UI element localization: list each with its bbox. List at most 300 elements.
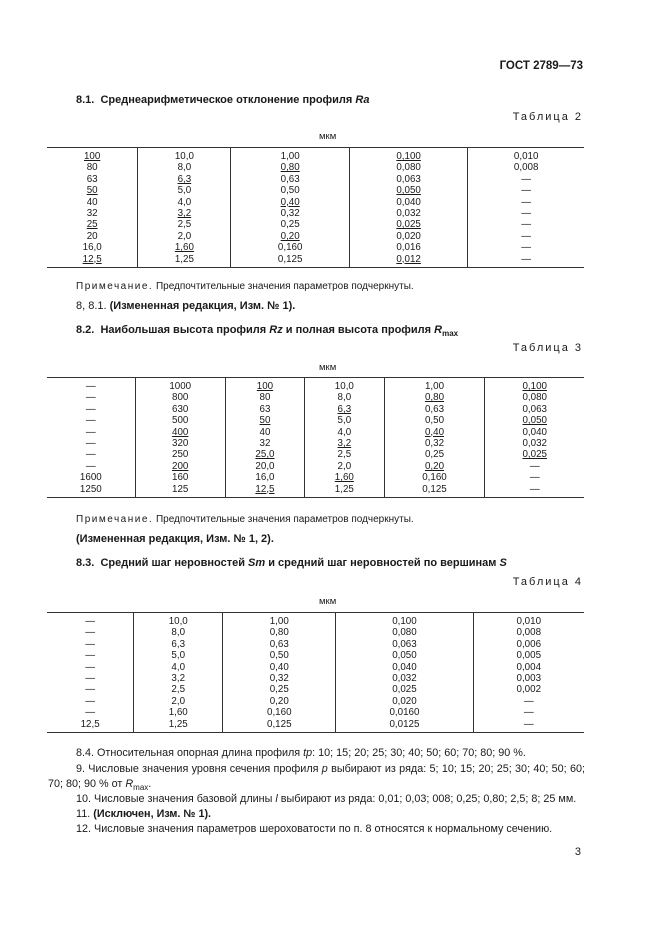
cell-value: — [529, 483, 540, 495]
symbol-tp: tp [303, 747, 313, 759]
cell-value: 0,160 [277, 242, 303, 254]
table-cell [47, 404, 135, 415]
cell-value: 0,063 [392, 638, 417, 650]
table-cell [485, 449, 584, 460]
table-cell [47, 185, 138, 196]
cell-value: — [85, 627, 96, 639]
heading-text-2: и полная высота профиля [282, 324, 435, 336]
table-cell [47, 461, 135, 472]
table-cell [138, 197, 231, 208]
paragraph-10 [48, 792, 585, 807]
table-cell [485, 472, 584, 483]
table-cell [47, 254, 138, 268]
heading-text: Среднеарифметическое отклонение профиля [100, 94, 356, 106]
cell-value: 0,32 [269, 673, 289, 685]
cell-value: 630 [172, 403, 189, 415]
table-cell [485, 392, 584, 403]
preferred-value: 0,012 [396, 253, 421, 265]
edition-note-8-2 [76, 533, 274, 545]
table-cell [468, 162, 584, 173]
p84-text-a: 8.4. Относительная опорная длина профиля [76, 747, 304, 759]
cell-value: 0,080 [396, 162, 421, 174]
cell-value: — [521, 185, 532, 197]
table-cell [47, 684, 134, 695]
cell-value: 0,020 [396, 230, 421, 242]
paragraph-8-4 [48, 746, 585, 761]
cell-value: 0,040 [392, 661, 417, 673]
table-cell [47, 415, 135, 426]
cell-value: 2,0 [337, 460, 352, 472]
table-row [47, 662, 584, 673]
table-cell [47, 197, 138, 208]
cell-value: 0,125 [267, 718, 292, 730]
cell-value: 10,0 [334, 381, 354, 392]
cell-value: — [85, 460, 96, 472]
table-cell [349, 174, 467, 185]
preferred-value: 400 [172, 426, 189, 438]
table-cell [336, 719, 473, 733]
cell-value: 800 [172, 392, 189, 404]
cell-value: 10,0 [174, 151, 194, 162]
table-row [47, 378, 584, 393]
cell-value: — [85, 415, 96, 427]
table-cell [485, 404, 584, 415]
table-cell [135, 472, 225, 483]
cell-value: 8,0 [171, 627, 186, 639]
symbol-sm: Sm [248, 557, 266, 569]
table-cell [336, 613, 473, 628]
cell-value: 0,040 [522, 426, 547, 438]
table-cell [384, 472, 485, 483]
preferred-value: 1,60 [334, 472, 354, 484]
table-cell [134, 707, 223, 718]
table-cell [134, 662, 223, 673]
p10-text-b: выбирают из ряда: 0,01; 0,03; 008; 0,25; 0,80; 2,5; 8; 25 мм. [277, 793, 577, 805]
cell-value: 0,32 [424, 438, 445, 450]
preferred-value: 0,025 [522, 449, 547, 461]
cell-value: — [85, 449, 96, 461]
cell-value: 5,0 [177, 185, 192, 197]
cell-value: — [85, 673, 96, 685]
table-2-note [76, 281, 414, 292]
table-row [47, 404, 584, 415]
cell-value: — [521, 173, 532, 185]
table-cell [473, 662, 584, 673]
cell-value: 1,25 [334, 483, 354, 495]
paragraph-12: 12. Числовые значения параметров шероховатости по п. 8 относятся к нормальному сечению. [76, 823, 553, 835]
cell-value: — [85, 381, 96, 392]
cell-value: 6,3 [171, 638, 186, 650]
preferred-value: 0,050 [396, 185, 421, 197]
cell-value: 0,0160 [389, 707, 420, 719]
table-row [47, 415, 584, 426]
table-cell [349, 162, 467, 173]
table-cell [47, 449, 135, 460]
table-cell [134, 639, 223, 650]
cell-value: 0,080 [522, 392, 547, 404]
note-label: Примечание. [76, 281, 154, 292]
p9-text-c: . [148, 778, 152, 790]
table-cell [138, 231, 231, 242]
cell-value: 0,032 [396, 208, 421, 220]
table-cell [384, 392, 485, 403]
table-row [47, 242, 584, 253]
cell-value: 5,0 [171, 650, 186, 662]
table-cell [305, 484, 384, 498]
note-text: Предпочтительные значения параметров подчеркнуты. [153, 281, 414, 292]
cell-value: 0,63 [424, 403, 445, 415]
table-cell [225, 461, 304, 472]
table-cell [138, 219, 231, 230]
table-cell [47, 174, 138, 185]
table-row [47, 484, 584, 498]
cell-value: — [85, 426, 96, 438]
table-cell [349, 148, 467, 163]
table-cell [384, 415, 485, 426]
table-cell [349, 219, 467, 230]
table-cell [231, 174, 349, 185]
cell-value: — [521, 242, 532, 254]
table-cell [336, 707, 473, 718]
symbol-p: p [321, 763, 328, 775]
cell-value: 4,0 [171, 661, 186, 673]
table-row [47, 185, 584, 196]
table-cell [225, 392, 304, 403]
table-cell [473, 696, 584, 707]
cell-value: 40 [259, 426, 271, 438]
table-cell [468, 148, 584, 163]
table-cell [223, 719, 336, 733]
table-row [47, 719, 584, 733]
cell-value: 2,0 [177, 230, 192, 242]
table-cell [231, 197, 349, 208]
table-cell [305, 378, 384, 393]
cell-value: 3,2 [171, 673, 186, 685]
table-cell [468, 231, 584, 242]
table-cell [231, 162, 349, 173]
table-2-unit: мкм [319, 131, 337, 142]
cell-value: 250 [172, 449, 189, 461]
table-row [47, 627, 584, 638]
table-cell [349, 231, 467, 242]
cell-value: 0,100 [392, 616, 417, 627]
section-8-1-heading [76, 94, 369, 106]
preferred-value: 0,20 [280, 230, 300, 242]
cell-value: 63 [259, 403, 271, 415]
preferred-value: 0,025 [396, 219, 421, 231]
table-row [47, 472, 584, 483]
cell-value: 1,25 [168, 718, 188, 730]
table-cell [47, 662, 134, 673]
cell-value: 1,00 [280, 151, 300, 162]
table-cell [384, 404, 485, 415]
p11-text-a: 11. [76, 808, 94, 820]
table-cell [384, 461, 485, 472]
cell-value: 32 [86, 208, 98, 220]
cell-value: 0,50 [269, 650, 289, 662]
preferred-value: 25,0 [255, 449, 275, 461]
edition-prefix: 8, 8.1. [76, 300, 110, 312]
cell-value: 0,80 [269, 627, 289, 639]
cell-value: 5,0 [337, 415, 352, 427]
cell-value: 0,0125 [389, 718, 420, 730]
paragraph-11 [48, 807, 585, 822]
edition-note-8-1 [76, 300, 295, 312]
preferred-value: 3,2 [337, 438, 352, 450]
cell-value: 0,050 [392, 650, 417, 662]
cell-value: 0,002 [516, 684, 542, 696]
table-cell [47, 627, 134, 638]
cell-value: 0,50 [424, 415, 445, 427]
preferred-value: 0,40 [280, 196, 300, 208]
cell-value: 16,0 [82, 242, 102, 254]
table-cell [336, 696, 473, 707]
table-cell [231, 254, 349, 268]
table-3-label: Таблица 3 [512, 342, 583, 354]
table-4-label: Таблица 4 [512, 576, 583, 588]
table-cell [225, 415, 304, 426]
cell-value: 2,0 [171, 695, 186, 707]
cell-value: 0,063 [522, 403, 547, 415]
p11-text-b: (Исключен, Изм. № 1). [93, 808, 212, 820]
table-cell [135, 484, 225, 498]
cell-value: — [85, 661, 96, 673]
table-cell [349, 208, 467, 219]
table-cell [384, 438, 485, 449]
table-cell [384, 449, 485, 460]
preferred-value: 100 [256, 381, 274, 392]
cell-value: 0,160 [267, 707, 292, 719]
table-cell [225, 472, 304, 483]
table-cell [225, 404, 304, 415]
table-cell [135, 392, 225, 403]
cell-value: — [85, 684, 96, 696]
table-cell [223, 650, 336, 661]
cell-value: 320 [172, 438, 189, 450]
table-cell [134, 627, 223, 638]
section-8-3-heading [76, 557, 507, 569]
cell-value: — [523, 707, 534, 719]
preferred-value: 25 [86, 219, 98, 231]
table-cell [47, 219, 138, 230]
table-cell [468, 208, 584, 219]
note-text: Предпочтительные значения параметров подчеркнуты. [153, 514, 414, 525]
symbol-s: S [499, 557, 507, 569]
cell-value: 0,040 [396, 196, 421, 208]
table-cell [468, 185, 584, 196]
preferred-value: 50 [86, 185, 98, 197]
table-3 [47, 377, 584, 498]
cell-value: 0,016 [396, 242, 421, 254]
table-cell [485, 484, 584, 498]
table-cell [223, 673, 336, 684]
cell-value: 0,063 [396, 173, 421, 185]
preferred-value: 200 [172, 460, 189, 472]
symbol-r: R [125, 778, 134, 790]
cell-value: — [521, 230, 532, 242]
table-cell [473, 684, 584, 695]
table-row [47, 148, 584, 163]
preferred-value: 3,2 [177, 208, 192, 220]
table-4-unit: мкм [319, 596, 337, 607]
cell-value: 1,00 [424, 381, 445, 392]
table-cell [47, 613, 134, 628]
cell-value: 4,0 [177, 196, 192, 208]
table-cell [223, 707, 336, 718]
table-cell [305, 427, 384, 438]
cell-value: — [85, 438, 96, 450]
table-cell [468, 197, 584, 208]
table-row [47, 162, 584, 173]
cell-value: — [85, 707, 96, 719]
table-cell [231, 208, 349, 219]
table-cell [225, 449, 304, 460]
table-cell [223, 627, 336, 638]
cell-value: 20,0 [255, 460, 275, 472]
table-cell [336, 684, 473, 695]
heading-number: 8.1. [76, 94, 95, 106]
cell-value: 80 [259, 392, 271, 404]
table-row [47, 427, 584, 438]
table-cell [135, 378, 225, 393]
table-cell [231, 185, 349, 196]
table-cell [138, 208, 231, 219]
table-cell [138, 185, 231, 196]
cell-value: 0,010 [513, 151, 539, 162]
table-cell [47, 242, 138, 253]
table-cell [138, 174, 231, 185]
preferred-value: 6,3 [337, 403, 352, 415]
preferred-value: 0,80 [280, 162, 300, 174]
cell-value: 0,25 [424, 449, 445, 461]
table-cell [231, 148, 349, 163]
symbol-l: l [275, 793, 278, 805]
table-cell [134, 719, 223, 733]
cell-value: 0,032 [522, 438, 547, 450]
cell-value: — [521, 208, 532, 220]
cell-value: — [529, 460, 540, 472]
cell-value: 1000 [169, 381, 192, 392]
table-cell [47, 162, 138, 173]
table-cell [135, 427, 225, 438]
cell-value: 0,125 [422, 483, 447, 495]
edition-text: (Измененная редакция, Изм. № 1). [109, 300, 296, 312]
table-cell [336, 662, 473, 673]
table-row [47, 231, 584, 242]
table-row [47, 461, 584, 472]
table-cell [138, 148, 231, 163]
cell-value: 1250 [79, 483, 102, 495]
table-cell [305, 392, 384, 403]
cell-value: 0,032 [392, 673, 417, 685]
cell-value: 0,125 [277, 253, 303, 265]
cell-value: 1,00 [269, 616, 289, 627]
table-cell [485, 438, 584, 449]
table-cell [485, 378, 584, 393]
cell-value: 0,008 [516, 627, 542, 639]
note-label: Примечание. [76, 514, 154, 525]
table-cell [135, 449, 225, 460]
table-cell [138, 242, 231, 253]
standard-header: ГОСТ 2789—73 [499, 60, 583, 72]
table-row [47, 208, 584, 219]
cell-value: 40 [86, 196, 98, 208]
table-cell [336, 627, 473, 638]
table-row [47, 650, 584, 661]
cell-value: 0,010 [516, 616, 542, 627]
symbol-rz: Rz [269, 324, 283, 336]
heading-text-1: Наибольшая высота профиля [100, 324, 270, 336]
cell-value: 2,5 [171, 684, 186, 696]
cell-value: 0,020 [392, 695, 417, 707]
table-cell [231, 231, 349, 242]
preferred-value: 0,100 [522, 381, 547, 392]
table-cell [336, 650, 473, 661]
table-cell [225, 484, 304, 498]
table-cell [47, 148, 138, 163]
heading-text-2: и средний шаг неровностей по вершинам [265, 557, 500, 569]
cell-value: 0,005 [516, 650, 542, 662]
cell-value: 80 [86, 162, 98, 174]
symbol-ra: Ra [355, 94, 370, 106]
page-number: 3 [574, 846, 581, 858]
preferred-value: 50 [259, 415, 271, 427]
p10-text-a: 10. Числовые значения базовой длины [76, 793, 276, 805]
table-row [47, 449, 584, 460]
table-3-unit: мкм [319, 362, 337, 373]
preferred-value: 12,5 [255, 483, 275, 495]
table-cell [134, 673, 223, 684]
table-cell [305, 461, 384, 472]
table-row [47, 639, 584, 650]
table-cell [485, 461, 584, 472]
table-cell [47, 650, 134, 661]
table-cell [134, 684, 223, 695]
cell-value: — [523, 718, 534, 730]
heading-text-1: Средний шаг неровностей [100, 557, 249, 569]
heading-number: 8.3. [76, 557, 95, 569]
table-cell [305, 438, 384, 449]
p84-text-b: : 10; 15; 20; 25; 30; 40; 50; 60; 70; 80; 90 %. [312, 747, 526, 759]
table-cell [223, 684, 336, 695]
table-cell [47, 438, 135, 449]
heading-number: 8.2. [76, 324, 95, 336]
table-4 [47, 612, 584, 733]
table-cell [473, 627, 584, 638]
cell-value: 0,006 [516, 638, 542, 650]
table-row [47, 392, 584, 403]
table-cell [135, 438, 225, 449]
table-cell [225, 378, 304, 393]
table-cell [223, 639, 336, 650]
cell-value: 0,20 [269, 695, 289, 707]
table-row [47, 707, 584, 718]
table-cell [225, 427, 304, 438]
preferred-value: 12,5 [82, 253, 102, 265]
table-cell [349, 185, 467, 196]
table-cell [473, 650, 584, 661]
table-cell [138, 162, 231, 173]
table-cell [225, 438, 304, 449]
table-cell [384, 378, 485, 393]
cell-value: — [85, 616, 96, 627]
table-cell [349, 254, 467, 268]
cell-value: 8,0 [177, 162, 192, 174]
symbol-r-subscript: max [133, 783, 149, 793]
table-cell [473, 639, 584, 650]
table-cell [47, 719, 134, 733]
cell-value: — [521, 196, 532, 208]
